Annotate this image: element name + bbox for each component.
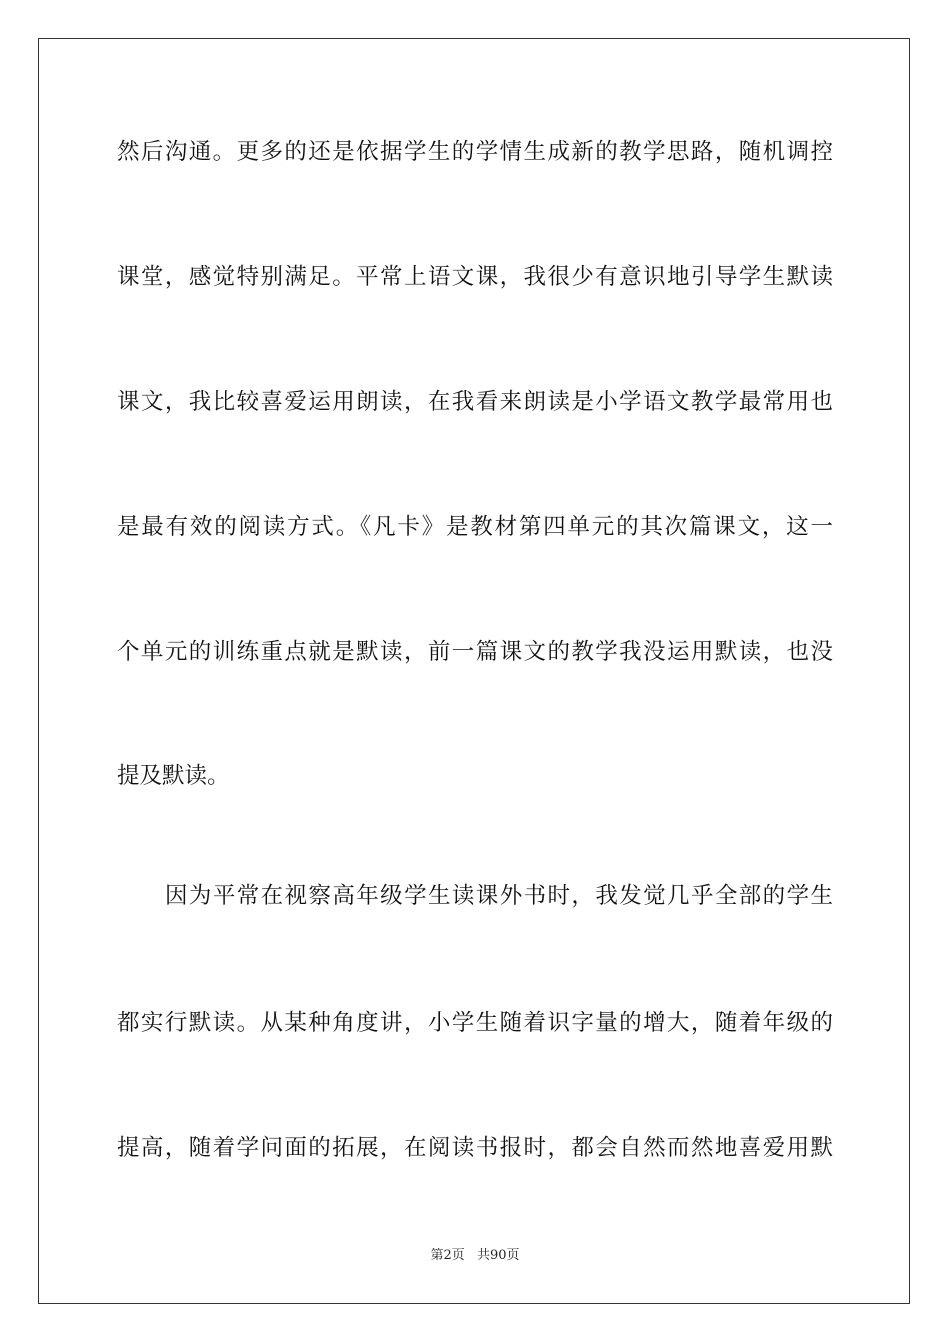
- page-footer: [0, 1247, 950, 1265]
- paragraph-line-2: 课堂，感觉特别满足。平常上语文课，我很少有意识地引导学生默读: [117, 264, 833, 290]
- paragraph-line-5: 个单元的训练重点就是默读，前一篇课文的教学我没运用默读，也没: [117, 639, 833, 665]
- page-border: [38, 38, 910, 1304]
- paragraph-line-7: 因为平常在视察高年级学生读课外书时，我发觉几乎全部的学生: [165, 883, 833, 909]
- paragraph-line-1: 然后沟通。更多的还是依据学生的学情生成新的教学思路，随机调控: [117, 139, 833, 165]
- page-number: 第2页: [430, 1248, 465, 1263]
- paragraph-line-9: 提高，随着学问面的拓展，在阅读书报时，都会自然而然地喜爱用默: [117, 1135, 833, 1161]
- total-pages: 共90页: [476, 1248, 520, 1263]
- paragraph-line-4: 是最有效的阅读方式。《凡卡》是教材第四单元的其次篇课文，这一: [117, 514, 833, 540]
- paragraph-line-6: 提及默读。: [117, 763, 230, 789]
- paragraph-line-3: 课文，我比较喜爱运用朗读，在我看来朗读是小学语文教学最常用也: [117, 389, 833, 415]
- paragraph-line-8: 都实行默读。从某种角度讲，小学生随着识字量的增大，随着年级的: [117, 1010, 833, 1036]
